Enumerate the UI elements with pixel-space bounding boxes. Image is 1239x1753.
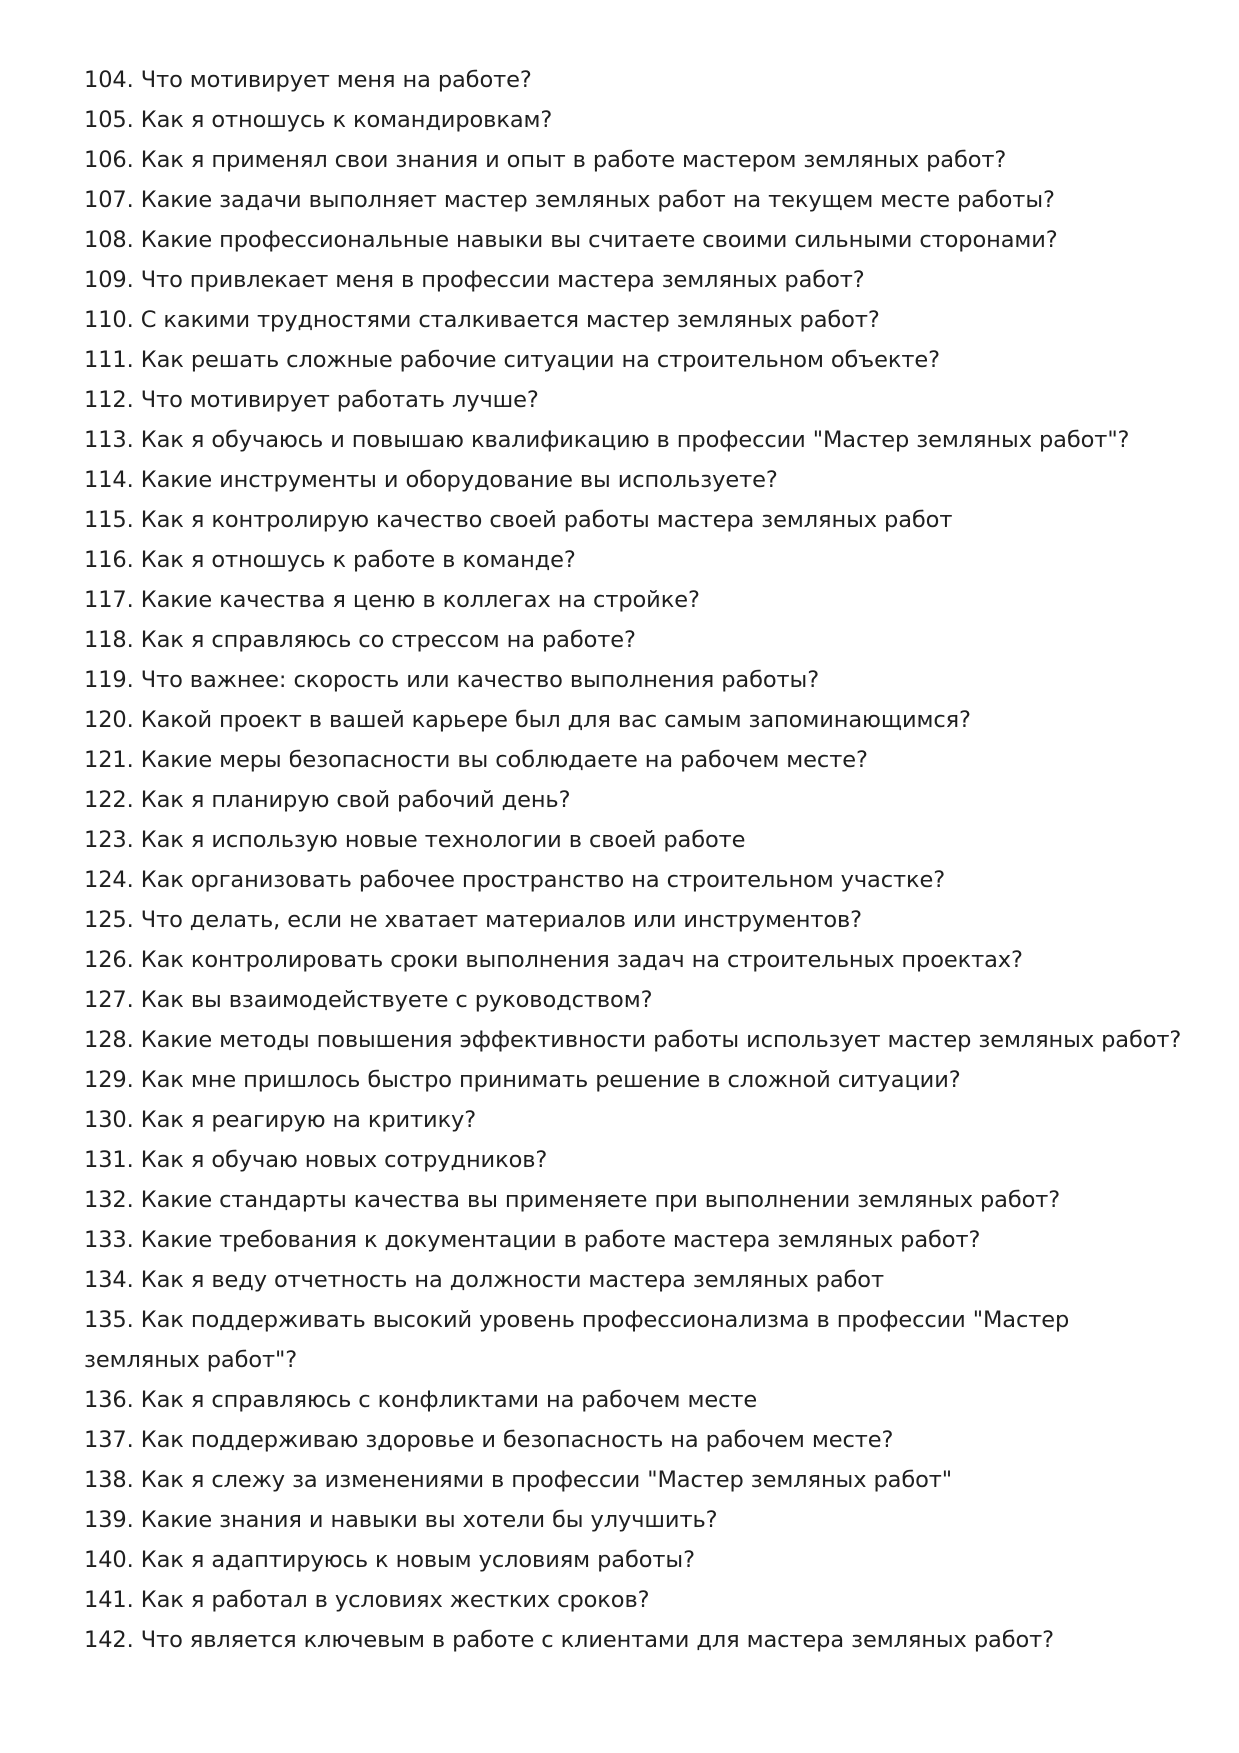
question-item: 129. Как мне пришлось быстро принимать решение в сложной ситуации? (84, 1067, 961, 1093)
question-item: 122. Как я планирую свой рабочий день? (84, 787, 571, 813)
question-item: 128. Какие методы повышения эффективности работы использует мастер земляных работ? (84, 1027, 1182, 1053)
question-item: 104. Что мотивирует меня на работе? (84, 67, 532, 93)
question-item: 137. Как поддерживаю здоровье и безопасность на рабочем месте? (84, 1427, 894, 1453)
question-item: 112. Что мотивирует работать лучше? (84, 387, 539, 413)
question-item: 126. Как контролировать сроки выполнения задач на строительных проектах? (84, 947, 1023, 973)
question-item: 132. Какие стандарты качества вы применяете при выполнении земляных работ? (84, 1187, 1061, 1213)
question-item: 113. Как я обучаюсь и повышаю квалификацию в профессии "Мастер земляных работ"? (84, 427, 1130, 453)
question-item: 120. Какой проект в вашей карьере был для вас самым запоминающимся? (84, 707, 971, 733)
question-item: 110. С какими трудностями сталкивается мастер земляных работ? (84, 307, 880, 333)
question-item: 114. Какие инструменты и оборудование вы используете? (84, 467, 778, 493)
question-item: 135. Как поддерживать высокий уровень профессионализма в профессии "Мастер земляных работ"? (84, 1307, 1070, 1373)
question-item: 130. Как я реагирую на критику? (84, 1107, 477, 1133)
question-item: 140. Как я адаптируюсь к новым условиям работы? (84, 1547, 695, 1573)
question-item: 109. Что привлекает меня в профессии мастера земляных работ? (84, 267, 865, 293)
question-item: 118. Как я справляюсь со стрессом на работе? (84, 627, 636, 653)
question-item: 125. Что делать, если не хватает материалов или инструментов? (84, 907, 863, 933)
question-item: 139. Какие знания и навыки вы хотели бы улучшить? (84, 1507, 718, 1533)
question-item: 121. Какие меры безопасности вы соблюдаете на рабочем месте? (84, 747, 868, 773)
question-item: 127. Как вы взаимодействуете с руководством? (84, 987, 653, 1013)
question-item: 138. Как я слежу за изменениями в профессии "Мастер земляных работ" (84, 1467, 953, 1493)
question-item: 131. Как я обучаю новых сотрудников? (84, 1147, 548, 1173)
question-list (84, 60, 1184, 1660)
question-item: 111. Как решать сложные рабочие ситуации на строительном объекте? (84, 347, 940, 373)
question-item: 134. Как я веду отчетность на должности мастера земляных работ (84, 1267, 884, 1293)
question-item: 105. Как я отношусь к командировкам? (84, 107, 553, 133)
question-item: 107. Какие задачи выполняет мастер земляных работ на текущем месте работы? (84, 187, 1055, 213)
question-item: 108. Какие профессиональные навыки вы считаете своими сильными сторонами? (84, 227, 1058, 253)
question-item: 133. Какие требования к документации в работе мастера земляных работ? (84, 1227, 981, 1253)
question-item: 142. Что является ключевым в работе с клиентами для мастера земляных работ? (84, 1627, 1054, 1653)
question-item: 119. Что важнее: скорость или качество выполнения работы? (84, 667, 820, 693)
question-item: 116. Как я отношусь к работе в команде? (84, 547, 576, 573)
question-item: 124. Как организовать рабочее пространство на строительном участке? (84, 867, 946, 893)
question-item: 136. Как я справляюсь с конфликтами на рабочем месте (84, 1387, 758, 1413)
question-item: 117. Какие качества я ценю в коллегах на стройке? (84, 587, 700, 613)
question-item: 115. Как я контролирую качество своей работы мастера земляных работ (84, 507, 953, 533)
question-item: 123. Как я использую новые технологии в своей работе (84, 827, 746, 853)
question-item: 141. Как я работал в условиях жестких сроков? (84, 1587, 650, 1613)
question-item: 106. Как я применял свои знания и опыт в работе мастером земляных работ? (84, 147, 1007, 173)
